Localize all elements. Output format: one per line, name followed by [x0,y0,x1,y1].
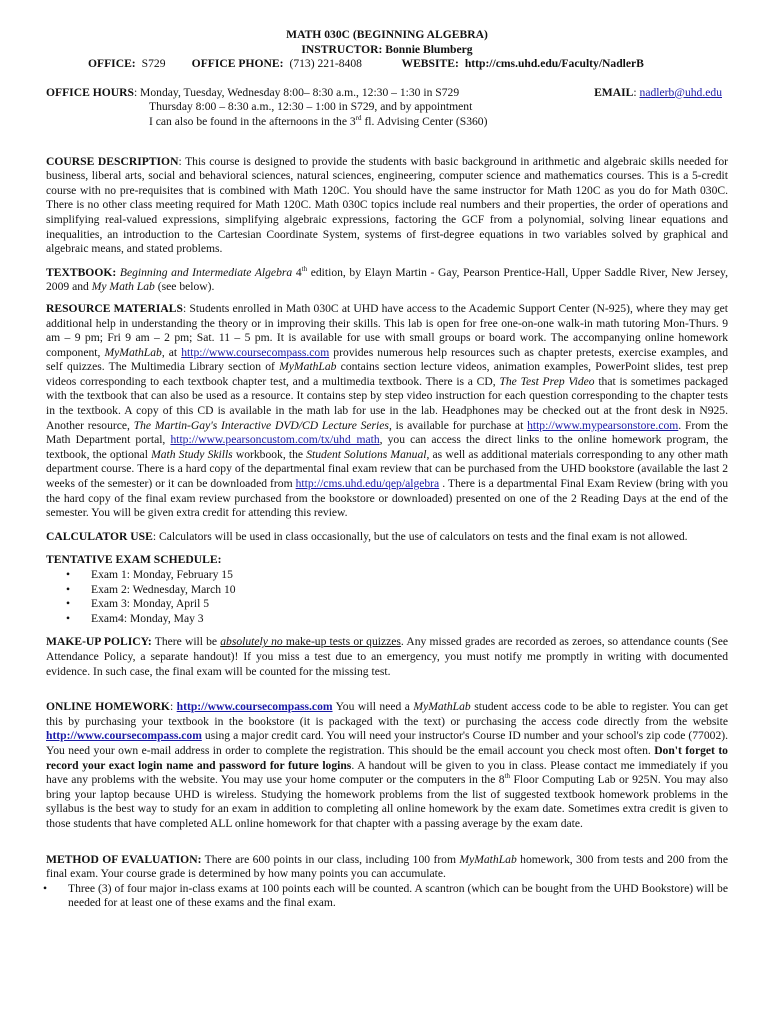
qep-algebra-link[interactable]: http://cms.uhd.edu/qep/algebra [295,477,440,491]
instructor-line [46,43,728,58]
calculator-label: CALCULATOR USE [46,529,153,543]
office-label: OFFICE: [88,57,136,71]
makeup-policy: MAKE-UP POLICY: There will be absolutely no make-up tests or quizzes. Any missed grades are recorded as zeroes, so attendance counts (See Attendance Policy, a separate handout)! If you miss a test due to an emergency, you must notify me promptly in writing with documented evidence. In such case, the final exam will be counted for the missing test. [46,635,728,678]
resource-materials: RESOURCE MATERIALS: Students enrolled in Math 030C at UHD have access to the Academic Support Center (N-925), where they may get additional help in understanding the theory or in improving their skills. This lab is open for free one-on-one walk-in math tutoring Mon-Thurs. 9 am – 9 pm; Fri 9 am – 2 pm; Sat. 11 – 5 pm. It is available for use with small groups or board work. The accompanying online homework component, MyMathLab, at http://www.coursecompass.com provides numerous help resources such as chapter pretests, exercise examples, and self quizzes. The Multimedia Library section of MyMathLab contains section lecture videos, animation examples, PowerPoint slides, test prep videos corresponding to each textbook chapter test, and a multimedia textbook. There is a CD, The Test Prep Video that is sometimes packaged with the textbook that can also be used as a resource. It contains step by step video instruction for each question corresponding to the chapter tests in the textbook. A copy of this CD is available in the math lab for use in the lab. Headphones may be checked out at the front desk in N925. Another resource, The Martin-Gay's Interactive DVD/CD Lecture Series, is available for purchase at http://www.mypearsonstore.com. From the Math Department portal, http://www.pearsoncustom.com/tx/uhd_math, you can access the direct links to the online homework program, the textbook, the optional Math Study Skills workbook, the Student Solutions Manual, as well as additional materials corresponding to any other math department course. There is a hard copy of the departmental final exam review that can be purchased from the UHD bookstore (available the last 2 weeks of the semester) or it can be downloaded from http://cms.uhd.edu/qep/algebra . There is a departmental Final Exam Review (bring with you the hard copy of the final exam review purchased from the bookstore or downloaded) presented on one of the 2 Reading Days at the end of the semester. You will be given extra credit for attending this review. [46,301,729,520]
textbook: TEXTBOOK: Beginning and Intermediate Algebra 4th edition, by Elayn Martin - Gay, Pearson Prentice-Hall, Upper Saddle River, New Jersey, 2009 and My Math Lab (see below). [46,264,728,294]
pearsoncustom-link[interactable]: http://www.pearsoncustom.com/tx/uhd_math [170,433,380,447]
website-label: WEBSITE: [401,57,459,71]
online-homework: ONLINE HOMEWORK: http://www.coursecompass.com You will need a MyMathLab student access code to be able to register. You can get this by purchasing your textbook in the bookstore (it is packaged with the text) or purchasing the access code directly from the website http://www.coursecompass.com using a major credit card. You will need your instructor's Course ID number and your school's zip code (77002). You need your own e-mail address in order to complete the registration. This should be the email account you check most often. Don't forget to record your exact login name and password for future logins. A handout will be given to you in class. Please contact me immediately if you have any problems with the website. You may use your home computer or the computers in the 8th Floor Computing Lab or 925N. You may also bring your laptop because UHD is wireless. Studying the homework problems from the list of suggested textbook homework problems in the syllabus is the best way to study for an exam in addition to completing all online homework by the exam date. Sometimes extra credit is given to those students that have completed ALL online homework for that chapter with a passing average by the exam date. [46,700,729,830]
instructor-label: INSTRUCTOR: [301,42,383,56]
coursecompass-link[interactable]: http://www.coursecompass.com [46,729,202,743]
course-title: MATH 030C (BEGINNING ALGEBRA) [286,28,488,41]
office-value: S729 [141,57,166,71]
office-hours-line-1: : Monday, Tuesday, Wednesday 8:00– 8:30 a.m., 12:30 – 1:30 in S729 [133,85,460,99]
list-item: • Exam 3: Monday, April 5 [91,597,728,612]
contact-line [88,57,728,72]
exam-schedule [46,553,728,626]
method-of-evaluation: METHOD OF EVALUATION: There are 600 points in our class, including 100 from MyMathLab homework, 300 from tests and 200 from the final exam. Your course grade is determined by how many points you can accumulate. [46,852,728,881]
email-line: EMAIL: nadlerb@uhd.edu [594,85,722,99]
office-hours-label: OFFICE HOURS [46,85,134,99]
calculator-use: CALCULATOR USE: Calculators will be used in class occasionally, but the use of calculators on tests and the final exam is not allowed. [46,529,688,543]
email-link[interactable]: nadlerb@uhd.edu [639,85,722,99]
list-item: • Three (3) of four major in-class exams at 100 points each will be counted. A scantron (which can be bought from the UHD Bookstore) will be needed for at least one of these exams and the final exam. [68,882,728,911]
office-hours-line-2: Thursday 8:00 – 8:30 a.m., 12:30 – 1:00 in S729, and by appointment [149,100,473,114]
office-hours-line-3: I can also be found in the afternoons in the 3rd fl. Advising Center (S360) [149,114,488,128]
textbook-label: TEXTBOOK: [46,265,117,279]
phone-value: (713) 221-8408 [289,57,362,71]
office-hours [46,86,728,130]
exam-schedule-label: TENTATIVE EXAM SCHEDULE: [46,553,222,567]
list-item: • Exam4: Monday, May 3 [91,612,728,627]
evaluation-list [46,882,728,911]
resource-label: RESOURCE MATERIALS [46,301,183,315]
coursecompass-link[interactable]: http://www.coursecompass.com [181,345,330,359]
textbook-title: Beginning and Intermediate Algebra [119,265,293,279]
online-homework-label: ONLINE HOMEWORK [46,700,170,714]
website-value: http://cms.uhd.edu/Faculty/NadlerB [464,57,644,71]
syllabus-page [46,28,728,911]
mypearsonstore-link[interactable]: http://www.mypearsonstore.com [527,418,679,432]
list-item: • Exam 1: Monday, February 15 [91,568,728,583]
evaluation-label: METHOD OF EVALUATION: [46,852,202,866]
email-label: EMAIL [594,85,634,99]
course-description: COURSE DESCRIPTION: This course is designed to provide the students with basic background in arithmetic and algebraic skills needed for business, liberal arts, social and behavioral sciences, natural sciences, engineering, computer science and mathematics courses. This is a 5-credit course with no pre-requisites that is combined with Math 120C. You should have the same instructor for Math 120C as you do for Math 030C. There is no other class meeting required for Math 120C. Math 030C topics include real numbers and their properties, the order of operations and simplifying real-valued expressions, simplifying algebraic expressions, factoring the GCF from a polynomial, solving linear equations and inequalities, an introduction to the Cartesian Coordinate System, systems of first-degree equations in two variables solved by graphical and algebraic means, and stated problems. [46,154,728,256]
coursecompass-link[interactable]: http://www.coursecompass.com [176,700,333,714]
phone-label: OFFICE PHONE: [191,57,284,71]
course-description-label: COURSE DESCRIPTION [46,154,179,168]
makeup-label: MAKE-UP POLICY: [46,635,152,649]
list-item: • Exam 2: Wednesday, March 10 [91,583,728,598]
instructor-name: Bonnie Blumberg [385,42,473,56]
